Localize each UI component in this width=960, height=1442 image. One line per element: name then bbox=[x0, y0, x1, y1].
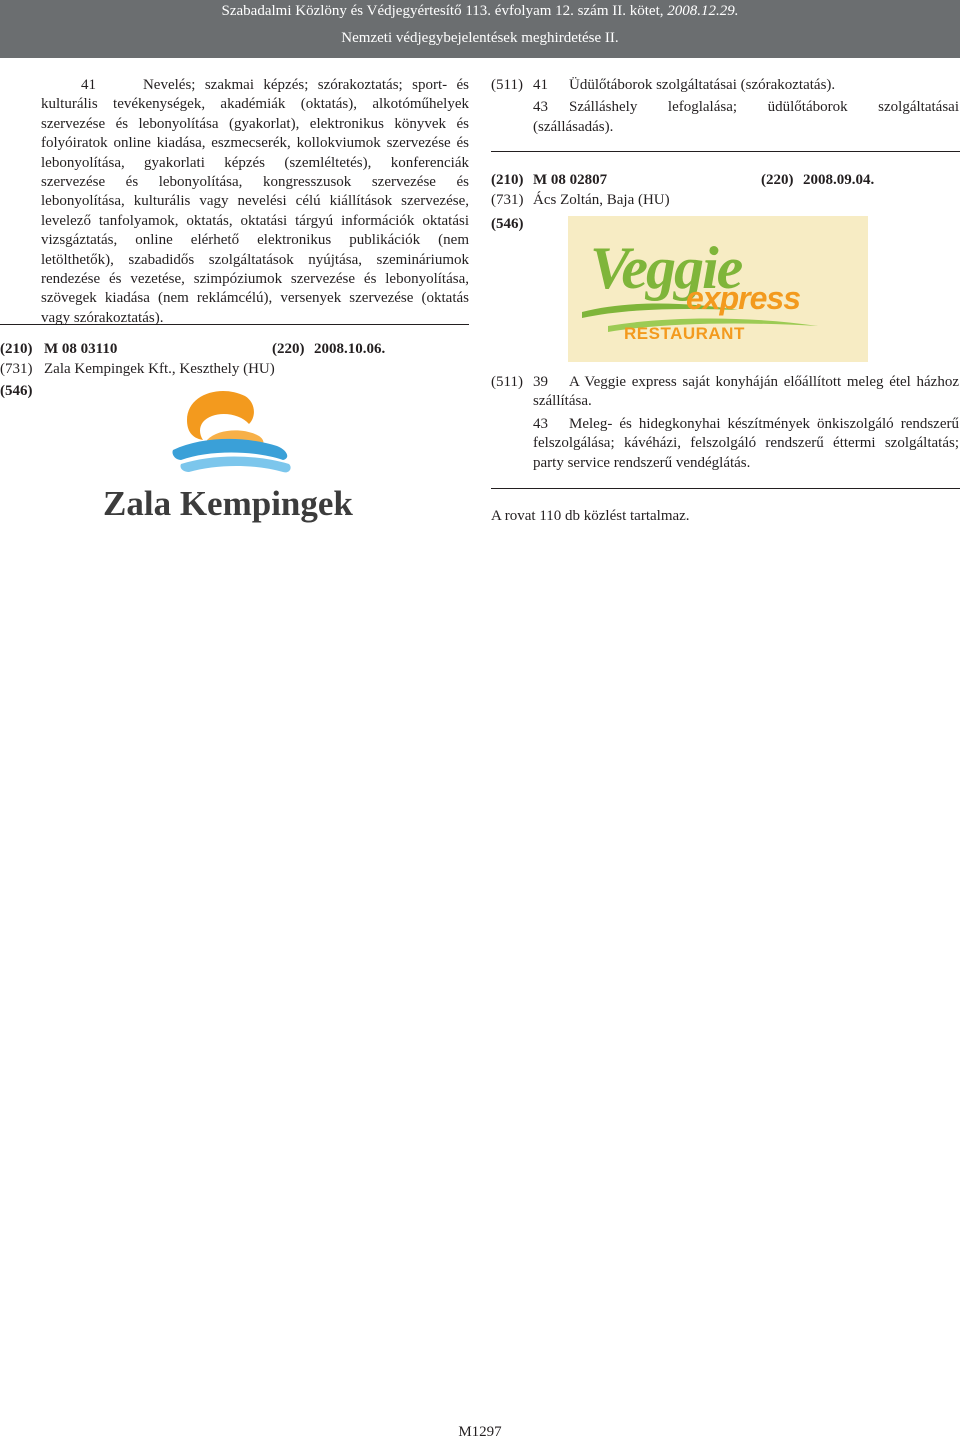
app-number: M 08 03110 bbox=[44, 341, 118, 357]
page-number: M1297 bbox=[458, 1424, 502, 1440]
image-label: (546) bbox=[491, 216, 524, 232]
express-word: express bbox=[686, 280, 800, 316]
veggie-classes bbox=[491, 373, 959, 473]
classes-label: (511) bbox=[491, 77, 523, 93]
divider-rule bbox=[491, 488, 960, 489]
owner-label: (731) bbox=[491, 192, 524, 208]
restaurant-word: RESTAURANT bbox=[624, 324, 745, 343]
app-number: M 08 02807 bbox=[533, 172, 608, 188]
journal-title: Szabadalmi Közlöny és Védjegyértesítő 113. évfolyam 12. szám II. kötet, bbox=[221, 3, 668, 19]
section-title: Nemzeti védjegybejelentések meghirdetése II. bbox=[341, 30, 619, 46]
class-number: 41 bbox=[81, 77, 96, 93]
class-number: 39 bbox=[533, 374, 548, 390]
filing-date: 2008.09.04. bbox=[803, 172, 875, 188]
image-label: (546) bbox=[0, 383, 33, 399]
divider-rule bbox=[0, 324, 469, 325]
zala-kempingek-logo bbox=[95, 380, 395, 530]
zala-logo-text: Zala Kempingek bbox=[103, 484, 353, 523]
issue-date: 2008.12.29. bbox=[667, 3, 739, 19]
veggie-word: Veggie bbox=[590, 235, 742, 301]
summary-line: A rovat 110 db közlést tartalmaz. bbox=[491, 508, 690, 524]
classes-label: (511) bbox=[491, 374, 523, 390]
class-text: Meleg- és hidegkonyhai készítmények önkiszolgáló rendszerű felszolgálása; kávéházi, felszolgáló rendszerű éttermi szolgáltatás; party service rendszerű vendéglátás. bbox=[533, 415, 959, 471]
filing-date: 2008.10.06. bbox=[314, 341, 386, 357]
veggie-express-logo bbox=[568, 216, 868, 362]
right-top-classes bbox=[491, 76, 959, 137]
app-number-label: (210) bbox=[491, 172, 524, 188]
page-header bbox=[0, 0, 960, 58]
owner-name: Zala Kempingek Kft., Keszthely (HU) bbox=[44, 361, 275, 377]
filing-date-label: (220) bbox=[272, 341, 305, 357]
class-text: A Veggie express saját konyháján előállított meleg étel házhoz szállítása. bbox=[533, 374, 959, 410]
app-number-label: (210) bbox=[0, 341, 33, 357]
class-number: 43 bbox=[533, 99, 548, 116]
divider-rule bbox=[491, 151, 960, 152]
filing-date-label: (220) bbox=[761, 172, 794, 188]
owner-label: (731) bbox=[0, 361, 33, 377]
journal-title-line bbox=[0, 3, 960, 20]
owner-name: Ács Zoltán, Baja (HU) bbox=[533, 192, 670, 208]
class-number: 41 bbox=[533, 77, 548, 93]
class-number: 43 bbox=[533, 415, 548, 432]
left-top-paragraph bbox=[41, 76, 469, 328]
class-text: Nevelés; szakmai képzés; szórakoztatás; sport- és kulturális tevékenységek, akadémiák (oktatás), alkotóműhelyek szervezése és lebonyolítása (gyakorlat), elektronikus könyvek és folyóiratok online kiadása, eszmecserék, kollokviumok szervezése és lebonyolítása, gyakorlati képzés (szemléltetés), konferenciák szervezése és lebonyolítása, kongresszusok szervezése és lebonyolítása, kulturális vagy nevelési célú kiállítások szervezése, levelező tanfolyamok, oktatás, oktatási tárgyú információk oktatási vizsgáztatás, online elérhető elektronikus publikációk (nem letölthetők), szabadidős szolgáltatások nyújtása, szemináriumok rendezése és vezetése, szimpóziumok szervezése és lebonyolítása, szövegek kiadása (nem reklámcélú), versenyek szervezése (oktatás vagy szórakoztatás). bbox=[41, 77, 469, 326]
class-text: Szálláshely lefoglalása; üdülőtáborok szolgáltatásai (szállásadás). bbox=[533, 99, 959, 135]
class-text: Üdülőtáborok szolgáltatásai (szórakoztatás). bbox=[569, 77, 836, 93]
